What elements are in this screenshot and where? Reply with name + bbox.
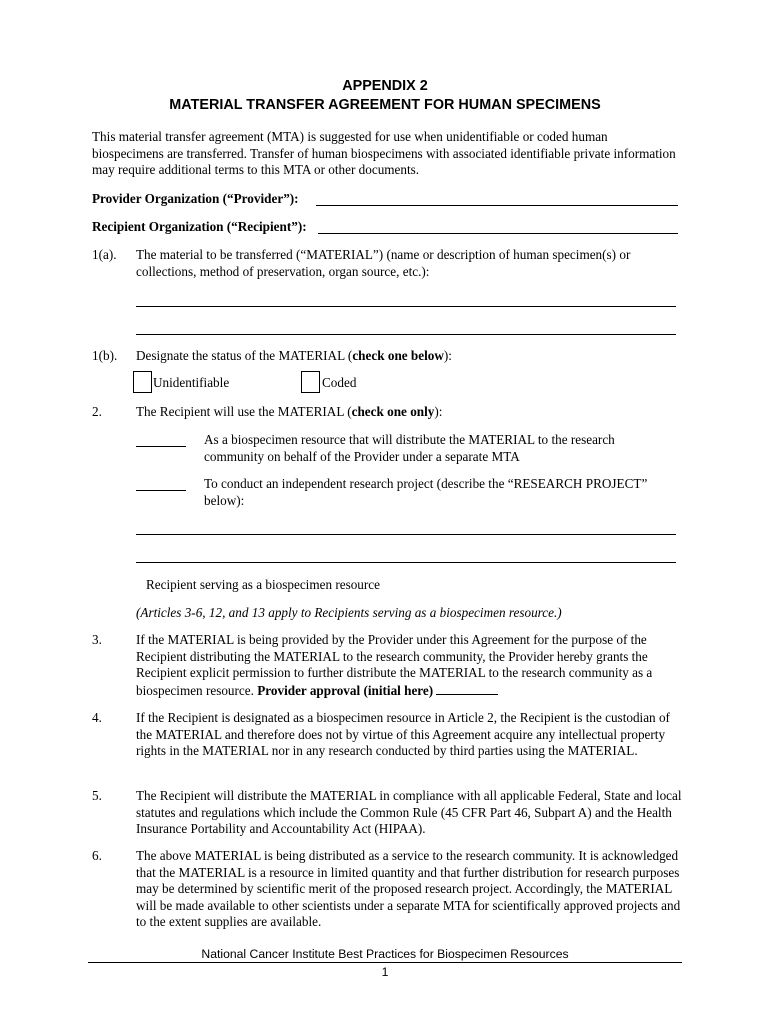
- provider-approval-blank[interactable]: [436, 682, 498, 695]
- provider-label: Provider Organization (“Provider”):: [92, 191, 299, 206]
- item-3-number: 3.: [92, 632, 102, 647]
- page-number: 1: [381, 965, 389, 979]
- item-5-number: 5.: [92, 788, 102, 803]
- research-project-line-1[interactable]: [136, 534, 676, 535]
- research-project-line-2[interactable]: [136, 562, 676, 563]
- footer-rule: [88, 962, 682, 963]
- item-6-text: The above MATERIAL is being distributed as a service to the research community. It is acknowledged that the MATERIAL is a resource in limited quantity and that further distribution for research purposes may be determined by scientific merit of the proposed research project. Accordingly, the MATERIAL will be made available to other scientists under a separate MTA for scientifically approved projects and to the extent supplies are available.: [136, 848, 681, 930]
- provider-approval-label: Provider approval (initial here): [257, 682, 434, 698]
- item-6-number: 6.: [92, 848, 102, 863]
- appendix-label: APPENDIX 2: [342, 78, 428, 94]
- intro-paragraph: This material transfer agreement (MTA) is suggested for use when unidentifiable or coded human biospecimens are transferred. Transfer of human biospecimens with associated identifiable private information may require additional terms to this MTA or other documents.: [92, 129, 676, 178]
- item-3-text: If the MATERIAL is being provided by the Provider under this Agreement for the purpose of the Recipient distributing the MATERIAL to the research community, the Provider hereby grants the Recipient explicit permission to further distribute the MATERIAL to the research community as a biospecimen resource. Provider approval (initial here): [136, 632, 653, 698]
- item-1a-number: 1(a).: [92, 247, 117, 262]
- resource-option-blank[interactable]: [136, 446, 186, 447]
- document-title: MATERIAL TRANSFER AGREEMENT FOR HUMAN SPECIMENS: [169, 97, 601, 113]
- provider-input-line[interactable]: [316, 205, 678, 206]
- footer-text: National Cancer Institute Best Practices for Biospecimen Resources: [201, 947, 569, 961]
- recipient-label: Recipient Organization (“Recipient”):: [92, 219, 307, 234]
- research-option-text: To conduct an independent research project (describe the “RESEARCH PROJECT” below):: [204, 476, 648, 508]
- coded-label: Coded: [322, 375, 357, 390]
- unidentifiable-checkbox[interactable]: [133, 371, 152, 393]
- recipient-input-line[interactable]: [318, 233, 678, 234]
- section-heading: Recipient serving as a biospecimen resource: [146, 577, 380, 592]
- item-1a-text: The material to be transferred (“MATERIAL”) (name or description of human specimen(s) or collections, method of preservation, organ source, etc.):: [136, 247, 631, 279]
- item-2-number: 2.: [92, 404, 102, 419]
- unidentifiable-label: Unidentifiable: [153, 375, 230, 390]
- section-note: (Articles 3-6, 12, and 13 apply to Recipients serving as a biospecimen resource.): [136, 605, 562, 620]
- item-4-text: If the Recipient is designated as a biospecimen resource in Article 2, the Recipient is the custodian of the MATERIAL and therefore does not by virtue of this Agreement acquire any intellectual property rights in the MATERIAL nor in any research conducted by third parties using the MATERIAL.: [136, 710, 670, 759]
- item-1a-answer-line-1[interactable]: [136, 306, 676, 307]
- coded-checkbox[interactable]: [301, 371, 320, 393]
- research-option-blank[interactable]: [136, 490, 186, 491]
- item-4-number: 4.: [92, 710, 102, 725]
- item-1b-text: Designate the status of the MATERIAL (check one below):: [136, 348, 452, 363]
- item-5-text: The Recipient will distribute the MATERIAL in compliance with all applicable Federal, State and local statutes and regulations which include the Common Rule (45 CFR Part 46, Subpart A) and the Health Insurance Portability and Accountability Act (HIPAA).: [136, 788, 682, 837]
- item-1a-answer-line-2[interactable]: [136, 334, 676, 335]
- resource-option-text: As a biospecimen resource that will distribute the MATERIAL to the research community on behalf of the Provider under a separate MTA: [204, 432, 615, 464]
- item-1b-number: 1(b).: [92, 348, 118, 363]
- item-2-text: The Recipient will use the MATERIAL (check one only):: [136, 404, 443, 419]
